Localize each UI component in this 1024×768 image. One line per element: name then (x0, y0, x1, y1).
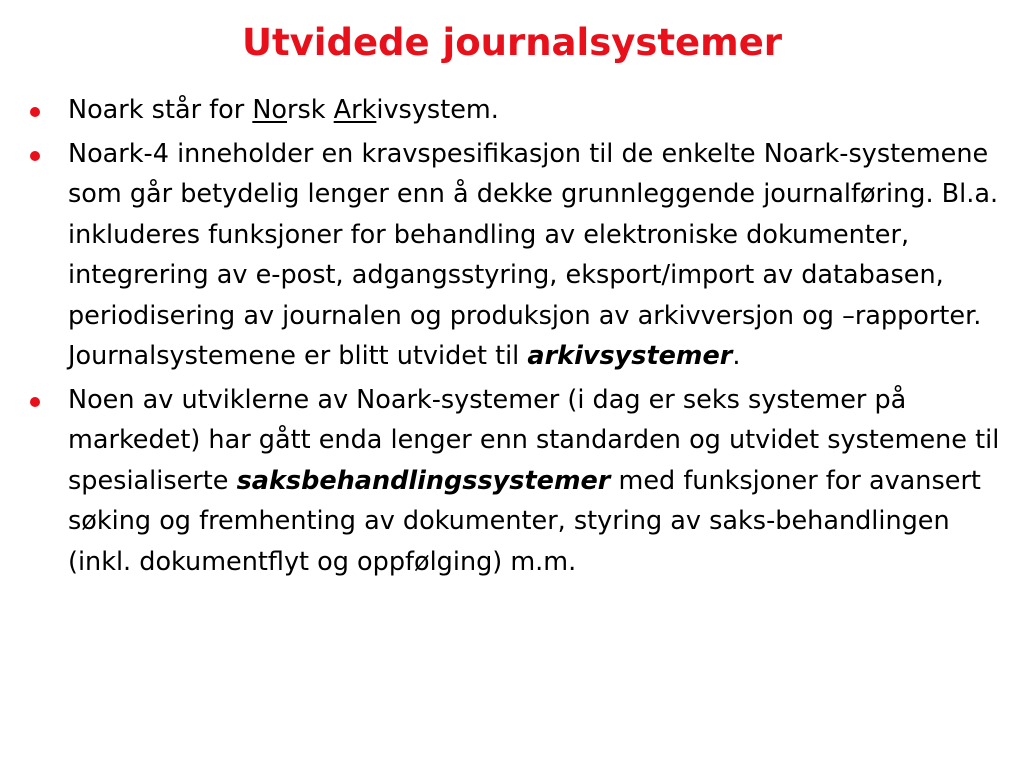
bullet-text: Noen av utviklerne av Noark-systemer (i dag er seks systemer på markedet) har gått enda lenger enn standarden og utvidet systemene til spesialiserte (68, 384, 1000, 496)
bullet-item-noark4 (28, 134, 1003, 377)
bullet-text-tail: med funksjoner for avansert søking og fremhenting av dokumenter, styring av saks-behandlingen (inkl. dokumentflyt og oppfølging) m.m. (68, 465, 981, 577)
bullet-text-part: Noark står for (68, 95, 253, 125)
bullet-dot-icon (30, 397, 40, 407)
bullet-dot-icon (30, 107, 40, 117)
emphasis-saksbehandlingssystemer: saksbehandlingssystemer (236, 465, 611, 496)
bullet-item-noark-definition (28, 90, 1003, 131)
bullet-item-developers (28, 380, 1003, 583)
bullet-text-part: ivsystem. (376, 95, 499, 125)
bullet-text: Noark-4 inneholder en kravspesifikasjon til de enkelte Noark-systemene som går betydelig lenger enn å dekke grunnleggende journalføring. Bl.a. inkluderes funksjoner for behandling av elektroniske dokumenter, integrering av e-post, adgangsstyring, eksport/import av databasen, periodisering av journalen og produksjon av arkivversjon og –rapporter. Journalsystemene er blitt utvidet til (68, 138, 999, 371)
underlined-no: No (252, 95, 288, 125)
slide-title: Utvidede journalsystemer (241, 21, 783, 64)
bullet-dot-icon (30, 151, 40, 161)
bullet-list (28, 90, 1003, 585)
bullet-text-tail: . (732, 341, 741, 371)
bullet-text-part: rsk (287, 95, 334, 125)
underlined-ark: Ark (333, 95, 377, 125)
emphasis-arkivsystemer: arkivsystemer (527, 341, 733, 371)
